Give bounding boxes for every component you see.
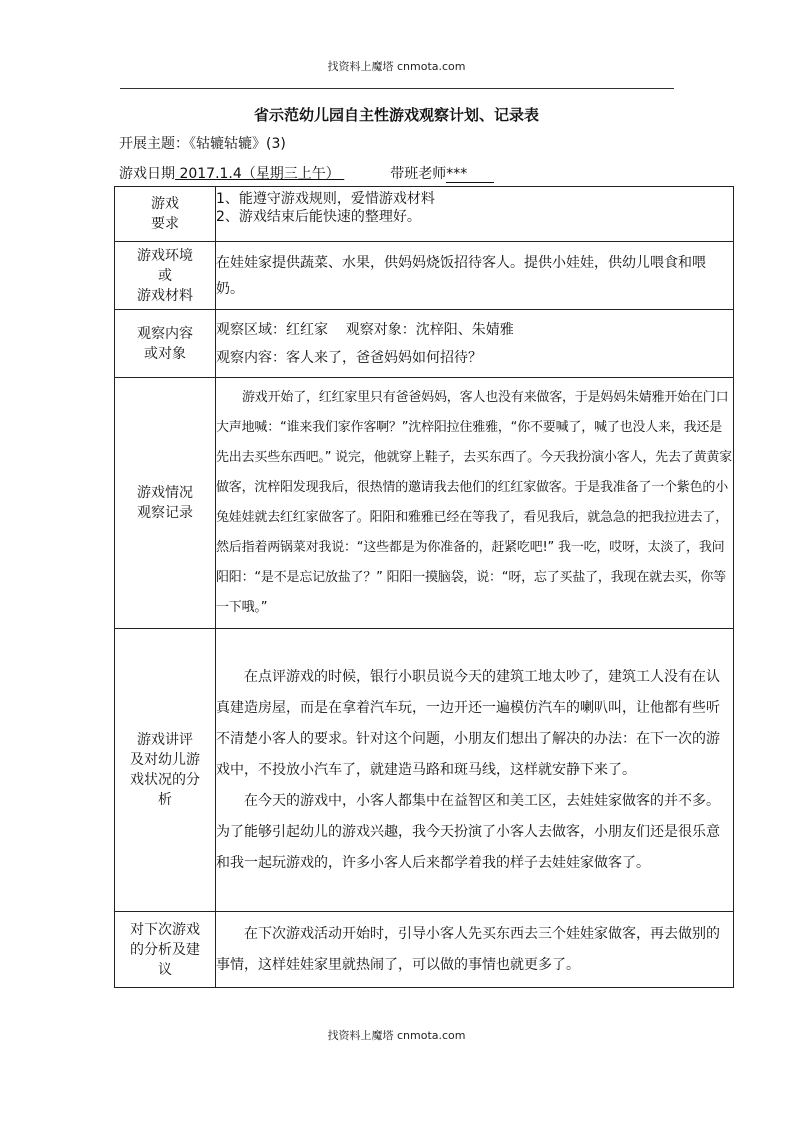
header-watermark: 找资料上魔塔 cnmota.com [327, 60, 466, 73]
date-value: 2017.1.4（星期三上午） [175, 166, 345, 182]
teacher-label: 带班老师 [390, 166, 447, 182]
teacher-value: *** [446, 167, 494, 183]
next-suggestions-cell [216, 912, 734, 988]
requirement-item: 1、能遵守游戏规则，爱惜游戏材料 [216, 191, 435, 207]
label-text [115, 730, 215, 810]
label-line: 游戏环境 [137, 247, 193, 264]
label-line: 析 [158, 792, 172, 808]
analysis-paragraph: 在今天的游戏中，小客人都集中在益智区和美工区，去娃娃家做客的并不多。为了能够引起幼儿的游戏兴趣，我今天扮演了小客人去做客，小朋友们还是很乐意和我一起玩游戏的，许多小客人后来都学着我的样子去娃娃家做客了。 [216, 792, 720, 871]
row-label-requirements [115, 187, 216, 242]
row-label-next-suggestions [115, 912, 216, 988]
label-line: 或 [158, 267, 172, 284]
analysis-cell [216, 629, 734, 912]
label-line: 观察记录 [137, 505, 193, 521]
row-label-analysis [115, 629, 216, 912]
label-line: 对下次游戏 [130, 921, 200, 938]
analysis-paragraph: 在点评游戏的时候，银行小职员说今天的建筑工地太吵了，建筑工人没有在认真建造房屋，而是在拿着汽车玩，一边开还一遍模仿汽车的喇叭叫，让他都有些听不清楚小客人的要求。针对这个问题，小朋友们想出了解决的办法：在下一次的游戏中，不投放小汽车了，就建造马路和斑马线，这样就安静下来了。 [216, 668, 720, 778]
label-line: 要求 [151, 216, 179, 232]
topic-value: 《轱辘轱辘》(3) [189, 136, 286, 152]
label-line: 游戏 [151, 196, 179, 212]
label-line: 或对象 [144, 345, 186, 362]
row-label-observation-record [115, 378, 216, 629]
requirement-item: 2、游戏结束后能快速的整理好。 [216, 209, 421, 225]
next-suggestions-text: 在下次游戏活动开始时，引导小客人先买东西去三个娃娃家做客，再去做别的事情，这样娃娃家里就热闹了，可以做的事情也就更多了。 [216, 925, 720, 973]
document-title: 省示范幼儿园自主性游戏观察计划、记录表 [253, 106, 539, 124]
label-text [115, 483, 215, 523]
topic-line [119, 133, 286, 153]
footer-watermark: 找资料上魔塔 cnmota.com [327, 1029, 466, 1042]
label-line: 及对幼儿游 [130, 752, 200, 768]
label-line: 议 [158, 961, 172, 978]
observation-record-table [114, 186, 734, 988]
environment-cell [216, 242, 734, 310]
label-text [115, 194, 215, 234]
table-row-next-suggestions [115, 912, 734, 988]
table-row-observation-record [115, 378, 734, 629]
table-row-analysis [115, 629, 734, 912]
date-line [119, 163, 494, 183]
label-line: 戏状况的分 [130, 772, 200, 788]
observation-record-cell [216, 378, 734, 629]
label-line: 游戏讲评 [137, 732, 193, 748]
observation-record-text: 游戏开始了，红红家里只有爸爸妈妈，客人也没有来做客，于是妈妈朱婧雅开始在门口大声地喊：“谁来我们家作客啊？”沈梓阳拉住雅雅，“你不要喊了，喊了也没人来，我还是先出去买些东西吧。” 说完，他就穿上鞋子，去买东西了。今天我扮演小客人，先去了黄黄家做客，沈梓阳发现我后，很热情的邀请我去他们的红红家做客。于是我准备了一个紫色的小兔娃娃就去红红家做客了。阳阳和雅雅已经在等我了，看见我后，就急急的把我拉进去了，然后指着两锅菜对我说：“这些都是为你准备的，赶紧吃吧!” 我一吃，哎呀，太淡了，我问阳阳：“是不是忘记放盐了？” 阳阳一摸脑袋，说：“呀，忘了买盐了，我现在就去买，你等一下哦。” [216, 390, 732, 615]
label-line: 的分析及建 [130, 941, 200, 958]
environment-text: 在娃娃家提供蔬菜、水果，供妈妈烧饭招待客人。提供小娃娃，供幼儿喂食和喂奶。 [216, 254, 706, 297]
observation-content-line: 观察内容：客人来了，爸爸妈妈如何招待？ [216, 349, 482, 366]
table-row-requirements [115, 187, 734, 242]
table-row-observation-target [115, 310, 734, 378]
table-row-environment [115, 242, 734, 310]
label-text [115, 324, 215, 364]
row-label-environment [115, 242, 216, 310]
observation-area-line: 观察区域：红红家 观察对象：沈梓阳、朱婧雅 [216, 321, 514, 338]
header-divider [120, 88, 674, 89]
topic-label: 开展主题： [119, 136, 189, 152]
label-line: 游戏材料 [137, 287, 193, 304]
label-line: 游戏情况 [137, 485, 193, 501]
label-text [115, 920, 215, 980]
requirements-cell [216, 187, 734, 242]
row-label-observation-target [115, 310, 216, 378]
observation-target-cell [216, 310, 734, 378]
label-line: 观察内容 [137, 325, 193, 342]
label-text [115, 246, 215, 306]
date-label: 游戏日期 [119, 166, 175, 182]
